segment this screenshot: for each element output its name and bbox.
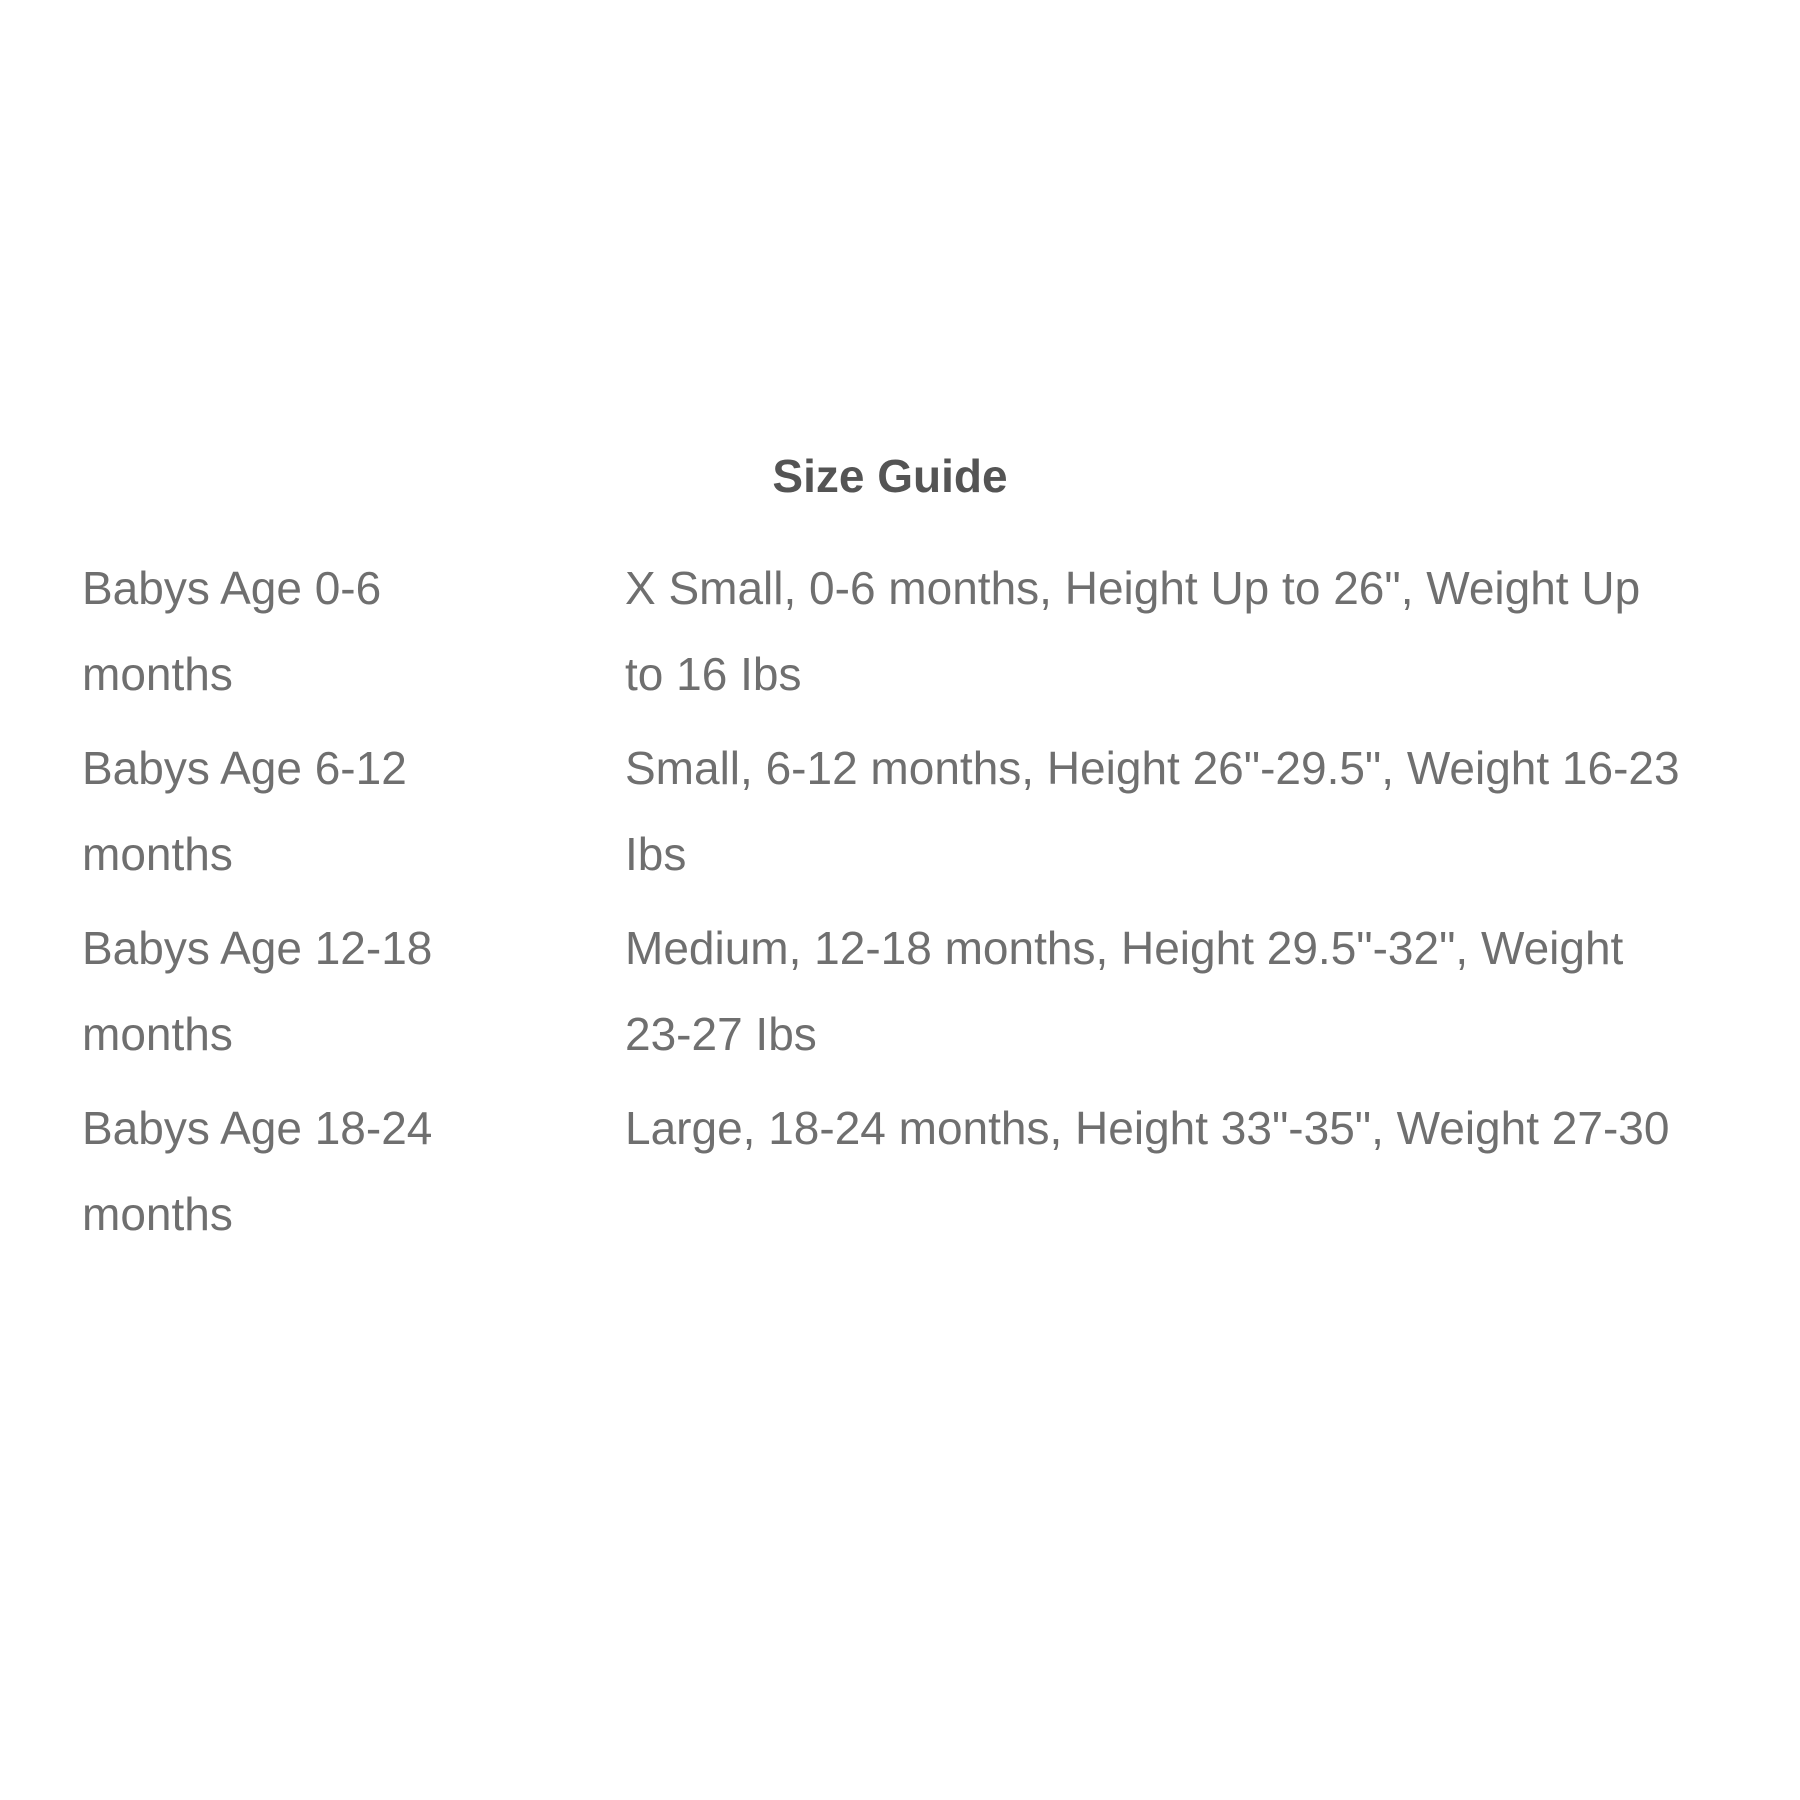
size-guide-row-18-24 [82,1085,1800,1257]
size-guide-row-0-6 [82,545,1800,717]
size-guide-row-6-12 [82,725,1800,897]
size-guide-title: Size Guide [772,450,1008,502]
row-value-large: Large, 18-24 months, Height 33"-35", Weight 27-30 [625,1102,1670,1154]
row-label-age-6-12: Babys Age 6-12 months [82,742,407,880]
size-guide-row-12-18 [82,905,1800,1077]
row-label-age-18-24: Babys Age 18-24 months [82,1102,433,1240]
size-guide-table [82,545,1800,1257]
row-label-age-12-18: Babys Age 12-18 months [82,922,433,1060]
row-label-age-0-6: Babys Age 0-6 months [82,562,382,700]
row-value-medium: Medium, 12-18 months, Height 29.5"-32", Weight 23-27 Ibs [625,922,1624,1060]
row-value-small: Small, 6-12 months, Height 26"-29.5", Weight 16-23 Ibs [625,742,1680,880]
size-guide-section [0,447,1800,1257]
row-value-x-small: X Small, 0-6 months, Height Up to 26", Weight Up to 16 Ibs [625,562,1641,700]
